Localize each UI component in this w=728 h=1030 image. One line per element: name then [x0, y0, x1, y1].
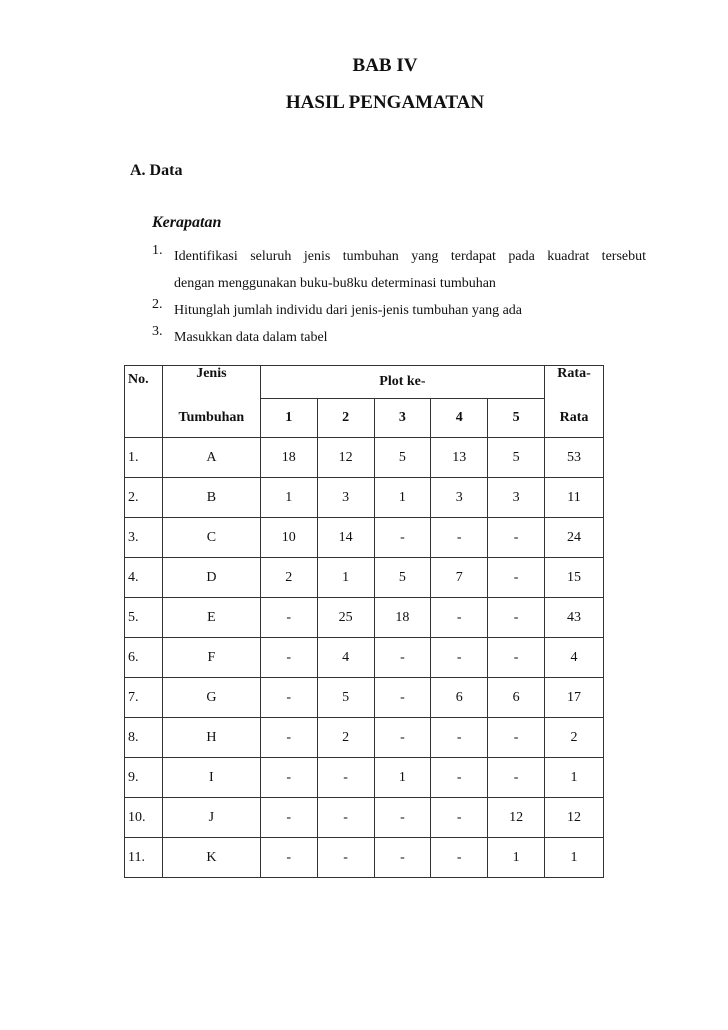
cell-plot-value: -	[488, 758, 545, 798]
cell-plot-value: 1	[260, 478, 317, 518]
cell-no: 10.	[125, 798, 163, 838]
cell-plot-value: -	[317, 838, 374, 878]
table-row	[125, 758, 604, 798]
cell-plot-value: -	[488, 518, 545, 558]
cell-plot-value: -	[431, 598, 488, 638]
list-item-text-line: Identifikasi seluruh jenis tumbuhan yang terdapat pada kuadrat tersebut	[174, 249, 646, 264]
list-item-number: 2.	[152, 297, 163, 312]
cell-plot-value: 4	[317, 638, 374, 678]
cell-plot-value: -	[431, 518, 488, 558]
table-row	[125, 438, 604, 478]
cell-plot-value: 14	[317, 518, 374, 558]
cell-jenis: D	[162, 558, 260, 598]
table-row	[125, 558, 604, 598]
cell-jenis: C	[162, 518, 260, 558]
cell-rata: 11	[545, 478, 604, 518]
cell-rata: 24	[545, 518, 604, 558]
cell-plot-value: 3	[317, 478, 374, 518]
cell-plot-value: 6	[488, 678, 545, 718]
header-no: No.	[125, 366, 163, 438]
cell-plot-value: -	[488, 718, 545, 758]
list-item-text-line: dengan menggunakan buku-bu8ku determinasi tumbuhan	[174, 276, 496, 291]
cell-rata: 53	[545, 438, 604, 478]
list-item-text: Hitunglah jumlah individu dari jenis-jenis tumbuhan yang ada	[174, 303, 522, 318]
table-header-row	[125, 399, 604, 438]
header-plot-number: 2	[317, 399, 374, 438]
table-row	[125, 798, 604, 838]
cell-plot-value: 2	[260, 558, 317, 598]
instruction-list	[152, 243, 646, 351]
cell-no: 2.	[125, 478, 163, 518]
cell-plot-value: 3	[431, 478, 488, 518]
cell-plot-value: -	[374, 638, 431, 678]
cell-plot-value: 5	[374, 438, 431, 478]
list-item-number: 1.	[152, 243, 163, 258]
cell-no: 4.	[125, 558, 163, 598]
cell-plot-value: -	[431, 718, 488, 758]
header-jenis-cont: Tumbuhan	[162, 399, 260, 438]
cell-no: 7.	[125, 678, 163, 718]
cell-plot-value: 5	[374, 558, 431, 598]
cell-plot-value: -	[488, 638, 545, 678]
cell-rata: 1	[545, 838, 604, 878]
cell-plot-value: -	[260, 758, 317, 798]
cell-rata: 1	[545, 758, 604, 798]
header-plot-number: 3	[374, 399, 431, 438]
cell-rata: 17	[545, 678, 604, 718]
cell-rata: 15	[545, 558, 604, 598]
cell-no: 6.	[125, 638, 163, 678]
table-row	[125, 598, 604, 638]
table-row	[125, 678, 604, 718]
cell-plot-value: -	[431, 838, 488, 878]
cell-rata: 2	[545, 718, 604, 758]
cell-plot-value: 2	[317, 718, 374, 758]
cell-plot-value: -	[374, 838, 431, 878]
chapter-heading: BAB IV	[352, 55, 418, 76]
cell-plot-value: 5	[317, 678, 374, 718]
cell-plot-value: 13	[431, 438, 488, 478]
cell-plot-value: -	[431, 758, 488, 798]
list-item	[152, 297, 646, 324]
cell-plot-value: -	[260, 598, 317, 638]
table-row	[125, 838, 604, 878]
cell-plot-value: 1	[488, 838, 545, 878]
cell-plot-value: 5	[488, 438, 545, 478]
cell-rata: 43	[545, 598, 604, 638]
header-plot-number: 1	[260, 399, 317, 438]
cell-plot-value: 1	[374, 758, 431, 798]
cell-no: 9.	[125, 758, 163, 798]
cell-jenis: E	[162, 598, 260, 638]
table-row	[125, 478, 604, 518]
cell-plot-value: 12	[488, 798, 545, 838]
page-title: HASIL PENGAMATAN	[285, 92, 485, 113]
cell-plot-value: -	[431, 798, 488, 838]
subheading: Kerapatan	[152, 214, 222, 231]
table-header-row	[125, 366, 604, 399]
cell-plot-value: -	[317, 798, 374, 838]
header-rata-cont: Rata	[545, 399, 604, 438]
cell-plot-value: 12	[317, 438, 374, 478]
cell-plot-value: -	[317, 758, 374, 798]
cell-plot-value: -	[260, 798, 317, 838]
cell-no: 11.	[125, 838, 163, 878]
cell-plot-value: -	[260, 838, 317, 878]
cell-no: 1.	[125, 438, 163, 478]
table-row	[125, 638, 604, 678]
cell-jenis: H	[162, 718, 260, 758]
cell-plot-value: -	[260, 638, 317, 678]
cell-plot-value: 3	[488, 478, 545, 518]
cell-plot-value: 1	[374, 478, 431, 518]
cell-jenis: I	[162, 758, 260, 798]
cell-plot-value: -	[374, 678, 431, 718]
table-row	[125, 518, 604, 558]
cell-plot-value: 7	[431, 558, 488, 598]
header-jenis: Jenis	[162, 366, 260, 399]
cell-plot-value: 1	[317, 558, 374, 598]
section-heading: A. Data	[130, 162, 183, 179]
cell-plot-value: -	[374, 518, 431, 558]
cell-no: 5.	[125, 598, 163, 638]
cell-plot-value: -	[260, 678, 317, 718]
cell-no: 8.	[125, 718, 163, 758]
table-row	[125, 718, 604, 758]
cell-plot-value: -	[488, 558, 545, 598]
list-item	[152, 324, 646, 351]
cell-plot-value: -	[431, 638, 488, 678]
header-rata: Rata-	[545, 366, 604, 399]
cell-plot-value: 6	[431, 678, 488, 718]
cell-rata: 4	[545, 638, 604, 678]
cell-jenis: G	[162, 678, 260, 718]
list-item-text: Masukkan data dalam tabel	[174, 330, 328, 345]
cell-no: 3.	[125, 518, 163, 558]
cell-plot-value: 10	[260, 518, 317, 558]
cell-jenis: K	[162, 838, 260, 878]
cell-plot-value: -	[260, 718, 317, 758]
cell-plot-value: 18	[260, 438, 317, 478]
cell-plot-value: -	[488, 598, 545, 638]
list-item-number: 3.	[152, 324, 163, 339]
cell-plot-value: -	[374, 718, 431, 758]
cell-plot-value: 18	[374, 598, 431, 638]
cell-jenis: A	[162, 438, 260, 478]
list-item-text	[174, 243, 646, 297]
header-plot: Plot ke-	[260, 366, 544, 399]
list-item	[152, 243, 646, 297]
cell-jenis: F	[162, 638, 260, 678]
header-plot-number: 4	[431, 399, 488, 438]
cell-plot-value: 25	[317, 598, 374, 638]
data-table	[124, 365, 604, 878]
cell-rata: 12	[545, 798, 604, 838]
cell-jenis: J	[162, 798, 260, 838]
cell-plot-value: -	[374, 798, 431, 838]
header-plot-number: 5	[488, 399, 545, 438]
cell-jenis: B	[162, 478, 260, 518]
